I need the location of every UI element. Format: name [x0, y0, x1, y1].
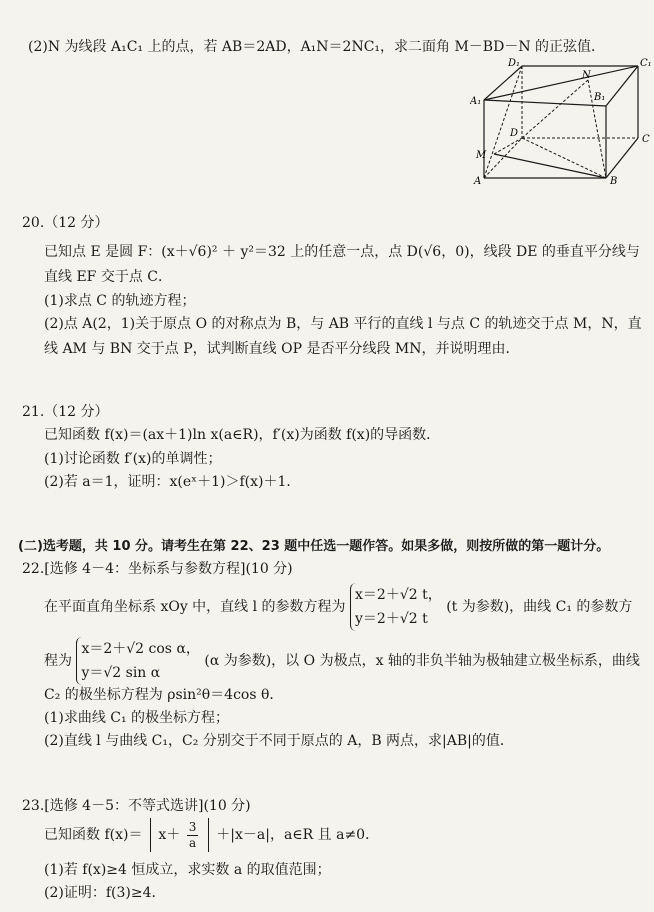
- q19-part2: (2)N 为线段 A₁C₁ 上的点，若 AB＝2AD，A₁N＝2NC₁，求二面角 M－BD－N 的正弦值．: [28, 39, 606, 55]
- label-b: B: [610, 176, 618, 187]
- q22-curve-system: [76, 637, 199, 685]
- q22-sys1-note: (t 为参数)，曲线 C₁ 的参数方: [446, 599, 633, 615]
- q20-part2-line2: 线 AM 与 BN 交于点 P，试判断直线 OP 是否平分线段 MN，并说明理由．: [44, 341, 520, 357]
- section-2-header: (二)选考题，共 10 分。请考生在第 22、23 题中任选一题作答。如果多做，则按所做的第一题计分。: [18, 539, 610, 554]
- label-b1: B₁: [594, 92, 606, 103]
- abs-bar-left: [150, 818, 151, 852]
- q22-part2: (2)直线 l 与曲线 C₁，C₂ 分别交于不同于原点的 A，B 两点，求|AB|的值．: [44, 733, 514, 749]
- q22-part1: (1)求曲线 C₁ 的极坐标方程；: [44, 710, 230, 726]
- q22-sys2-bottom: y＝√2 sin α: [81, 665, 161, 681]
- q22-lead2: 程为: [44, 653, 72, 669]
- q22-line-system: [350, 583, 442, 631]
- q23-abs-x: x＋: [158, 827, 181, 843]
- abs-bar-right: [208, 818, 209, 852]
- label-a: A: [474, 176, 482, 187]
- q23-stem-pre: 已知函数 f(x)＝: [44, 827, 143, 843]
- q23-fraction: [187, 820, 199, 851]
- q23-frac-num: 3: [188, 819, 197, 834]
- q20-header: 20.（12 分）: [22, 215, 109, 231]
- q23-part1: (1)若 f(x)≥4 恒成立，求实数 a 的取值范围；: [44, 862, 331, 878]
- q22-sys1-top: x＝2＋√2 t，: [355, 587, 442, 603]
- q21-header: 21.（12 分）: [22, 404, 109, 420]
- q23-stem: [44, 818, 379, 852]
- label-a1: A₁: [470, 96, 482, 107]
- label-d: D: [510, 128, 519, 139]
- q23-part2: (2)证明：f(3)≥4．: [44, 885, 166, 901]
- q22-sys2-note: (α 为参数)，以 O 为极点，x 轴的非负半轴为极轴建立极坐标系，曲线: [204, 653, 640, 669]
- q22-header: 22.[选修 4－4：坐标系与参数方程](10 分): [22, 561, 293, 577]
- q22-sys1-bottom: y＝2＋√2 t: [355, 611, 428, 627]
- q23-stem-post: ＋|x－a|，a∈R 且 a≠0．: [216, 827, 380, 843]
- cuboid-figure: [470, 58, 654, 188]
- label-c: C: [642, 134, 650, 145]
- q22-line2: [44, 637, 640, 685]
- label-c1: C₁: [640, 58, 652, 69]
- label-d1: D₁: [508, 58, 521, 69]
- q23-header: 23.[选修 4－5：不等式选讲](10 分): [22, 798, 251, 814]
- q21-part1: (1)讨论函数 f′(x)的单调性；: [44, 451, 222, 467]
- label-n: N: [582, 70, 591, 81]
- q23-frac-den: a: [188, 835, 197, 850]
- q20-part2-line1: (2)点 A(2，1)关于原点 O 的对称点为 B，与 AB 平行的直线 l 与点 C 的轨迹交于点 M，N，直: [44, 316, 642, 332]
- q20-part1: (1)求点 C 的轨迹方程；: [44, 293, 196, 309]
- q22-line1: [44, 583, 632, 631]
- q22-sys2-top: x＝2＋√2 cos α，: [81, 641, 200, 657]
- label-m: M: [476, 150, 487, 161]
- q21-stem: 已知函数 f(x)＝(ax＋1)ln x(a∈R)，f′(x)为函数 f(x)的导函数．: [44, 427, 441, 443]
- q22-lead: 在平面直角坐标系 xOy 中，直线 l 的参数方程为: [44, 599, 346, 615]
- q20-stem-1: 已知点 E 是圆 F：(x＋√6)² ＋ y²＝32 上的任意一点，点 D(√6，0)，线段 DE 的垂直平分线与: [44, 244, 640, 260]
- q20-stem-2: 直线 EF 交于点 C．: [44, 269, 172, 285]
- q21-part2: (2)若 a＝1，证明：x(eˣ＋1)＞f(x)＋1．: [44, 474, 301, 490]
- q22-polar: C₂ 的极坐标方程为 ρsin²θ＝4cos θ．: [44, 687, 284, 703]
